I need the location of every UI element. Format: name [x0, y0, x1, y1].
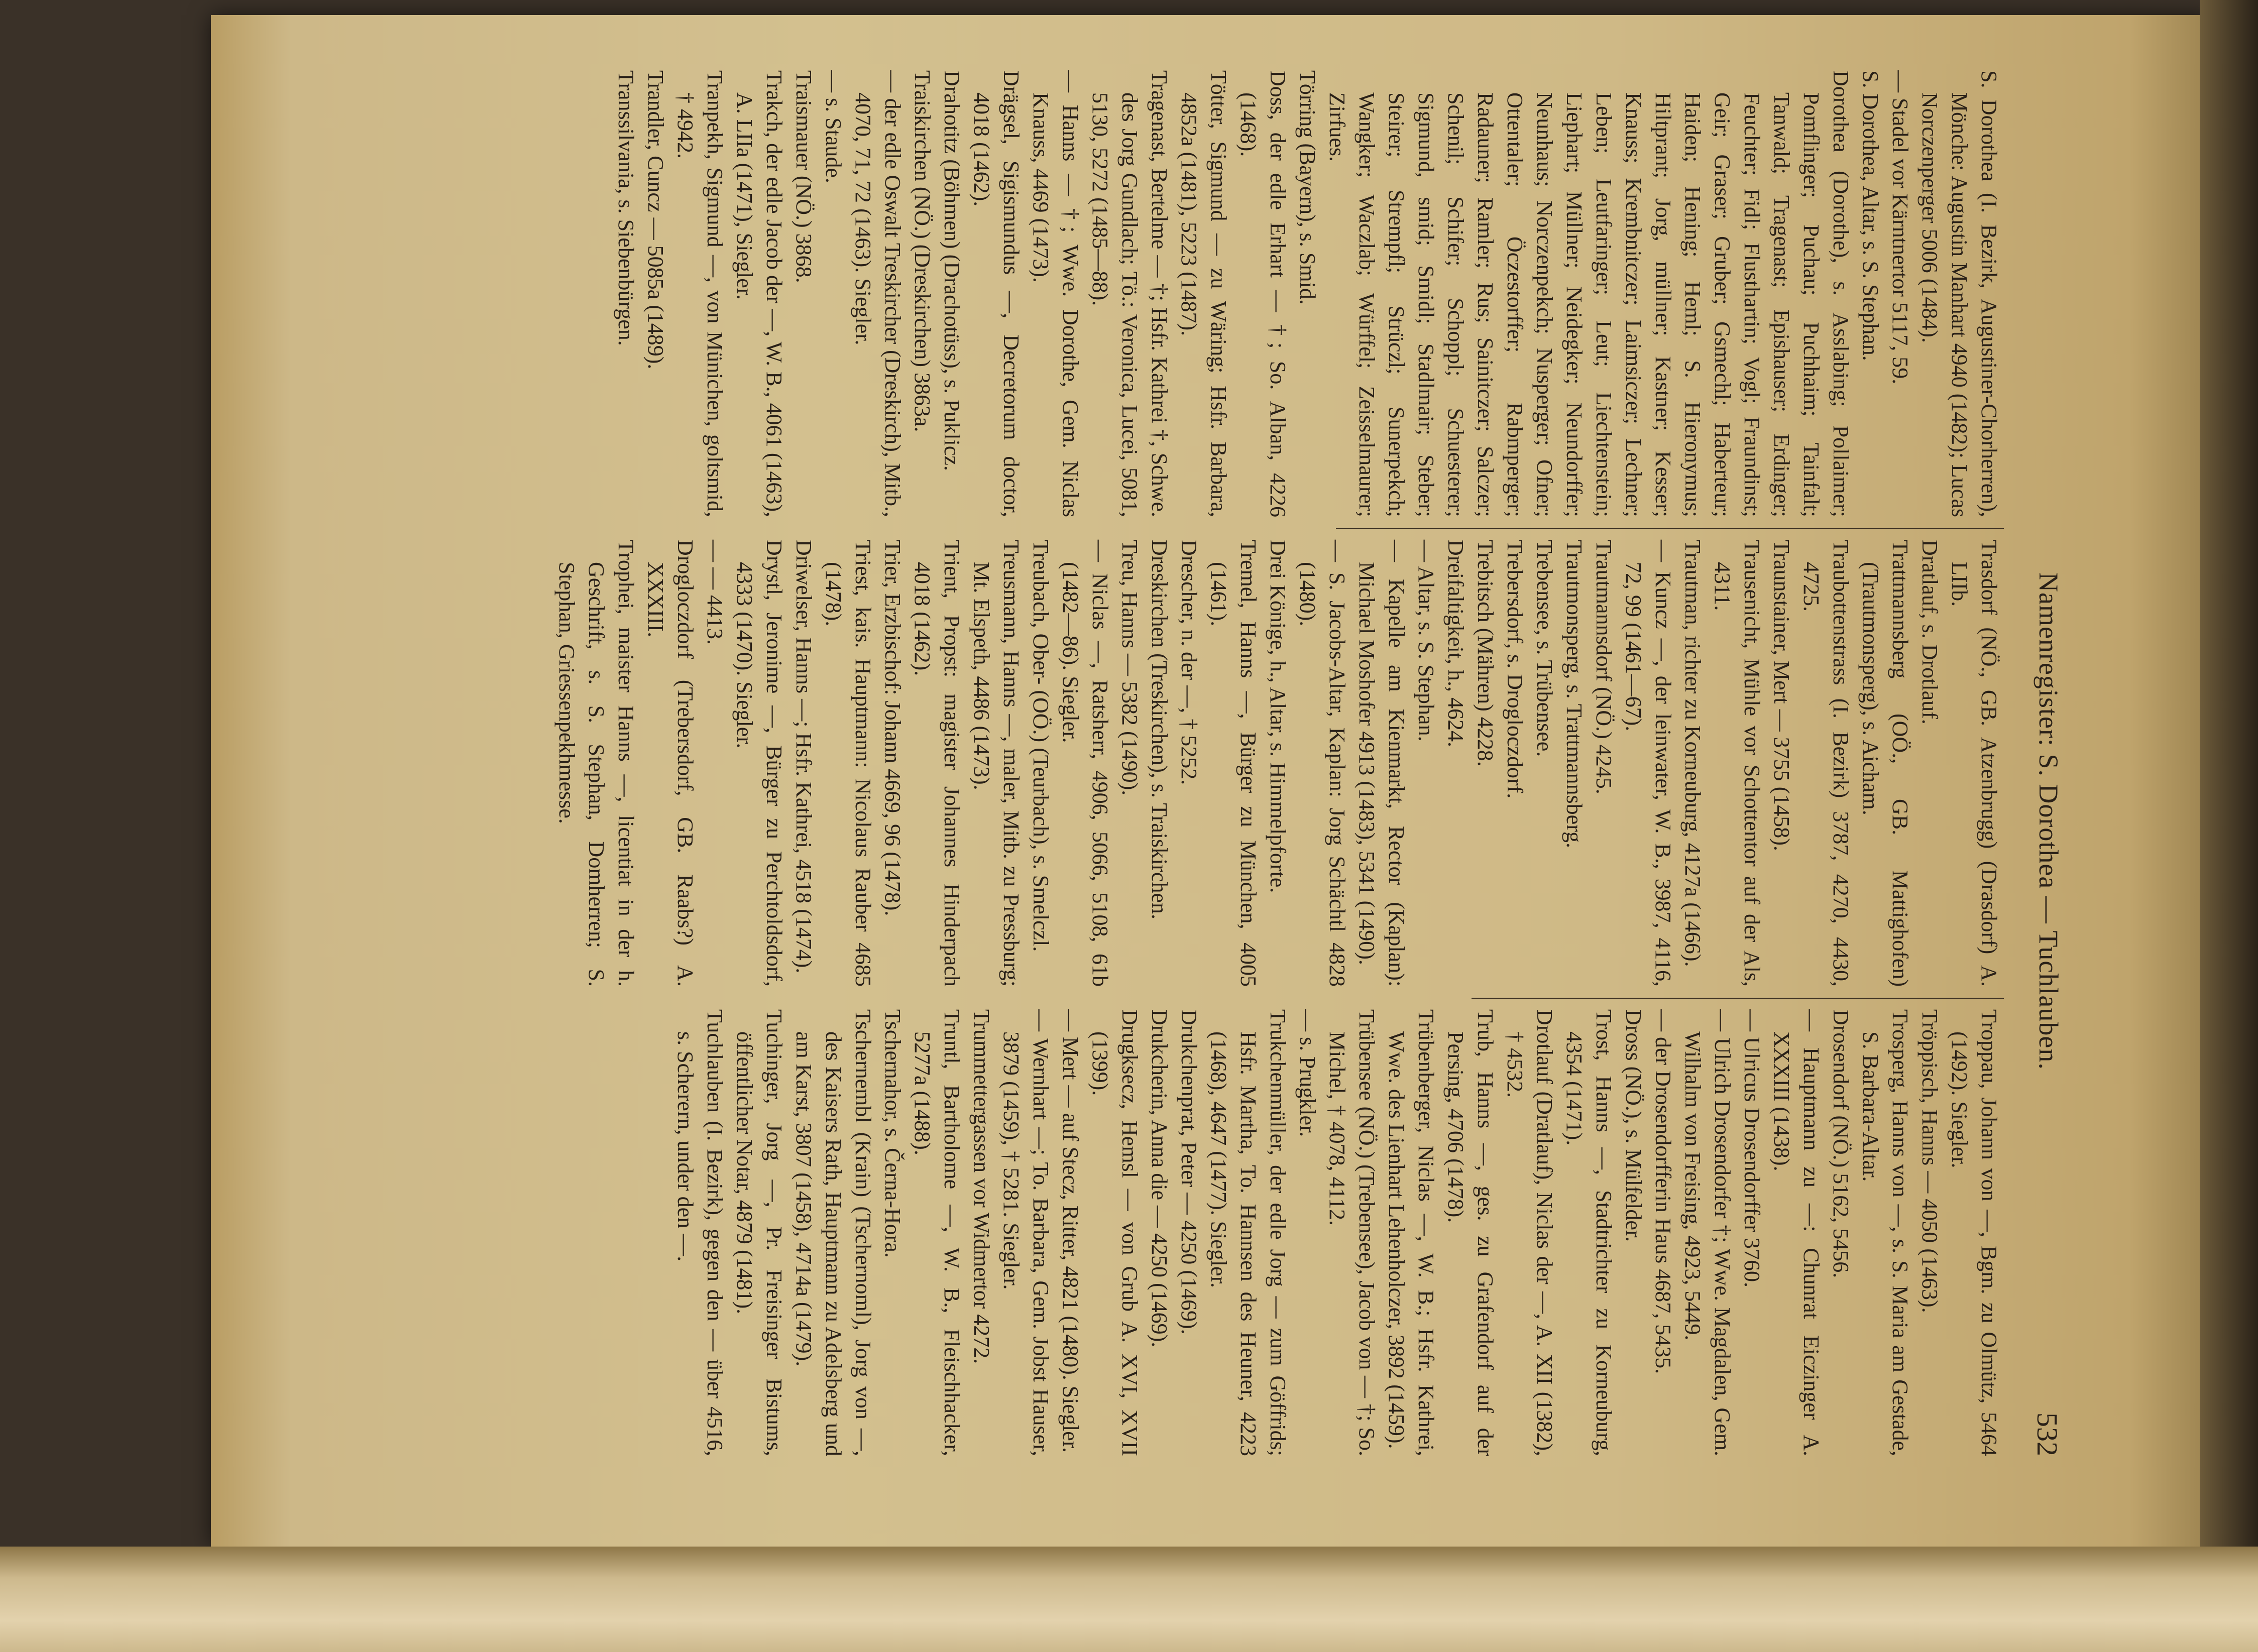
- running-head: Namenregister: S. Dorothea — Tuchlauben.: [2034, 572, 2064, 1070]
- index-entry: Drukcherin, Anna die — 4250 (1469).: [1147, 1009, 1172, 1348]
- index-entry: — Wernhart —; To. Barbara, Gem. Jobst Hauser, 3879 (1459), † 5281. Siegler.: [999, 1009, 1053, 1456]
- index-entry: Tragenast, Bertelme — †; Hsfr. Kathrei †, Schwe. des Jorg Gundlach; Tö.: Veronica, Lucei, 5081, 5130, 5272 (1485—88).: [1088, 70, 1172, 517]
- page-number: 532: [2031, 1412, 2064, 1456]
- index-columns: [296, 70, 2004, 1456]
- index-entry: Trübensee (NÖ.) (Trebensee), Jacob von — †; So. Michel, † 4078, 4112.: [1325, 1009, 1379, 1456]
- index-entry: Tuchlauben (I. Bezirk), gegen den — über 4516, s. Scherern, under den —.: [673, 1009, 727, 1456]
- column-rule: [1336, 528, 2004, 529]
- index-entry: — Altar, s. S. Stephan.: [1414, 540, 1438, 742]
- index-entry: Doss, der edle Erhart — †; So. Alban, 4226 (1468).: [1236, 70, 1290, 517]
- index-entry: Drägsel, Sigismundus —, Decretorum doctor, 4018 (1462).: [969, 70, 1024, 517]
- index-entry: Tschernembl (Krain) (Tschernoml), Jorg von —, des Kaisers Rath, Hauptmann zu Adelsberg und am Karst, 3807 (1458), 4714a (1479).: [792, 1009, 875, 1456]
- index-entry: Tröppisch, Hanns — 4050 (1463).: [1917, 1009, 1942, 1313]
- index-entry: Transsilvania, s. Siebenbürgen.: [614, 70, 638, 346]
- index-entry: — Kapelle am Kienmarkt, Rector (Kaplan): Michael Moshofer 4913 (1483), 5341 (1490).: [1354, 540, 1409, 987]
- index-entry: Dreifaltigkeit, h., 4624.: [1443, 540, 1468, 748]
- index-entry: Tötter, Sigmund — zu Wäring; Hsfr. Barbara, 4852a (1481), 5223 (1487).: [1177, 70, 1231, 517]
- index-entry: — Mert — auf Stecz, Ritter, 4821 (1480). Siegler.: [1058, 1009, 1083, 1453]
- index-entry: Trautmonsperg, s. Trattmannsberg.: [1562, 540, 1587, 849]
- index-entry: Trübenberger, Niclas —, W. B.; Hsfr. Kathrei, Wwe. des Lienhart Lehenholczer, 3892 (1459).: [1384, 1009, 1438, 1456]
- index-entry: Tschernahor, s. Černa-Hora.: [880, 1009, 905, 1258]
- index-entry: — — 4413.: [703, 540, 727, 645]
- index-entry: Trukchenmüller, der edle Jorg — zum Göffrids; Hsfr. Martha, To. Hannsen des Heuner, 4223 (1468), 4647 (1477). Siegler.: [1206, 1009, 1290, 1456]
- index-entry: — s. Prugkler.: [1295, 1009, 1320, 1137]
- index-entry: Treu, Hanns — 5382 (1490).: [1117, 540, 1142, 796]
- index-entry: Traiskirchen (NÖ.) (Dreskirchen) 3863a.: [910, 70, 935, 432]
- index-entry: Troppau, Johann von —, Bgm. zu Olmütz, 5464 (1492). Siegler.: [1947, 1009, 2001, 1456]
- index-entry: — Ulrich Drosendorfer †; Wwe. Magdalen, Gem. Wilhalm von Freising, 4923, 5449.: [1680, 1009, 1735, 1456]
- index-entry: — der Drosendorfferin Haus 4687, 5435.: [1651, 1009, 1675, 1374]
- index-entry: — der edle Oswalt Treskircher (Dreskirch), Mitb., 4070, 71, 72 (1463). Siegler.: [851, 70, 905, 517]
- index-entry: Traubottenstrass (I. Bezirk) 3787, 4270, 4430, 4725.: [1799, 540, 1853, 987]
- index-entry: Trautmannsdorf (NÖ.) 4245.: [1592, 540, 1616, 794]
- index-column-3: [670, 1009, 2004, 1456]
- index-entry: Trient, Propst: magister Johannes Hinderpach 4018 (1462).: [910, 540, 964, 987]
- index-entry: Trebitsch (Mähren) 4228.: [1473, 540, 1498, 767]
- index-entry: — Ulricus Drosendorffer 3760.: [1740, 1009, 1764, 1287]
- index-entry: Tremel, Hanns —, Bürger zu München, 4005 (1461).: [1206, 540, 1261, 987]
- index-entry: Dorothea (Dorothe), s. Asslabing; Pollaimer; Pomflinger; Puchau; Puchhaim; Tainfalt; Tanwald; Tragenast; Epishauser; Erdinger; Feuchter; Fidl; Flusthartin; Vogl; Fraundinst; Geir; Graser; Gruber; Gsmechl; Haberteur; Haiden; Hening; Heml; S. Hieronymus; Hiltprant; Jorg, müllner; Kastner; Kesser; Knauss; Krembnitczer; Laimsiczer; Lechner; Leben; Leutfaringer; Leut; Liechtenstein; Liephart; Müllner; Neidegker; Neundorffer; Neunhaus; Norczenpekch; Nusperger; Ofner; Ottentaler; Öczestorffer; Rabmperger; Radauner; Ramler; Rus; Sainitczer; Salczer; Schenil; Schifer; Schoppl; Schuesterer; Sigmund, smid; Smidl; Stadlmair; Steber; Steirer; Strempfl; Strüczl; Sunerpekch; Wangker; Waczlab; Würffel; Zeisselmaurer; Zirfues.: [1325, 70, 1853, 517]
- index-entry: — Niclas —, Ratsherr, 4906, 5066, 5108, 61b (1482—86). Siegler.: [1058, 540, 1112, 987]
- index-entry: S. Dorothea, Altar, s. S. Stephan.: [1858, 70, 1883, 361]
- index-entry: Trophei, maister Hanns —, licentiat in der h. Geschrift, s. S. Stephan, Domherren; S. Stephan, Griessenpekhmesse.: [554, 540, 638, 987]
- index-entry: Törring (Bayern), s. Smid.: [1295, 70, 1320, 305]
- index-entry: Drosendorf (NÖ.) 5162, 5456.: [1829, 1009, 1853, 1278]
- index-column-1: [611, 70, 2004, 517]
- index-entry: Drogloczdorf (Trebersdorf, GB. Raabs?) A. XXXIII.: [643, 540, 698, 987]
- index-entry: Trattmannsberg (OÖ., GB. Mattighofen) (Trautmonsperg), s. Aicham.: [1858, 540, 1912, 987]
- index-entry: Trost, Hanns —, Stadtrichter zu Korneuburg, 4354 (1471).: [1562, 1009, 1616, 1456]
- index-entry: — Hanns — †; Wwe. Dorothe, Gem. Niclas Knauss, 4469 (1473).: [1029, 70, 1083, 517]
- column-rule: [1472, 998, 2004, 999]
- index-entry: Drukchenprat, Peter — 4250 (1469).: [1177, 1009, 1201, 1335]
- index-entry: Traunstainer, Mert — 3755 (1458).: [1769, 540, 1794, 851]
- page-edges: [0, 1547, 2258, 1652]
- index-entry: Treusmann, Hanns —, maler, Mitb. zu Pressburg; Mt. Elspeth, 4486 (1473).: [969, 540, 1024, 987]
- index-entry: Trakch, der edle Jacob der —, W. B., 4061 (1463), A. LIIa (1471), Siegler.: [732, 70, 786, 517]
- index-entry: Trasdorf (NÖ., GB. Atzenbrugg) (Drasdorf) A. LIIb.: [1947, 540, 2001, 987]
- page-header: [2014, 70, 2069, 1456]
- index-entry: Dross (NÖ.), s. Mülfelder.: [1621, 1009, 1646, 1242]
- index-entry: Truntl, Bartholome —, W. B., Fleischhacker, 5277a (1488).: [910, 1009, 964, 1456]
- index-entry: — Kuncz —, der leinwater, W. B., 3987, 4116, 72, 99 (1461—67).: [1621, 540, 1675, 987]
- book-spine: [2200, 0, 2258, 1652]
- index-entry: — Stadel vor Kärntnertor 5117, 59.: [1888, 70, 1912, 385]
- index-column-2: [552, 540, 2004, 987]
- index-entry: Trummettergassen vor Widmertor 4272.: [969, 1009, 994, 1364]
- index-entry: Trier, Erzbischof: Johann 4669, 96 (1478).: [880, 540, 905, 916]
- index-entry: Triest, kais. Hauptmann: Nicolaus Rauber 4685 (1478).: [821, 540, 875, 987]
- index-entry: Drystl, Jeronime —, Bürger zu Perchtoldsdorf, 4333 (1470). Siegler.: [732, 540, 786, 987]
- index-entry: Tuchinger, Jorg —, Pr. Freisinger Bistums, öffentlicher Notar, 4879 (1481).: [732, 1009, 786, 1456]
- index-entry: Drei Könige, h., Altar, s. Himmelpforte.: [1266, 540, 1290, 893]
- index-entry: Trebensee, s. Trübensee.: [1532, 540, 1557, 757]
- index-entry: Treubach, Ober- (OÖ.) (Teurbach), s. Smelczl.: [1029, 540, 1053, 952]
- rotated-page-content: [261, 70, 2069, 1456]
- index-entry: Trandler, Cuncz — 5085a (1489).: [643, 70, 668, 370]
- index-entry: Driwelser, Hanns —; Hsfr. Kathrei, 4518 (1474).: [792, 540, 816, 974]
- index-entry: Trebersdorf, s. Drogloczdorf.: [1503, 540, 1527, 799]
- index-entry: Drotlauf (Dratlauf), Niclas der —, A. XII (1382), † 4532.: [1503, 1009, 1557, 1456]
- index-entry: Trosperg, Hanns von —, s. S. Maria am Gestade, S. Barbara-Altar.: [1858, 1009, 1912, 1456]
- index-entry: Trub, Hanns —, ges. zu Grafendorf auf der Persing, 4706 (1478).: [1443, 1009, 1498, 1456]
- index-entry: Trausenicht, Mühle vor Schottentor auf der Als, 4311.: [1710, 540, 1764, 987]
- index-entry: Drahotitz (Böhmen) (Drachotüss), s. Puklicz.: [940, 70, 964, 471]
- index-entry: Dreskirchen (Treskirchen), s. Traiskirchen.: [1147, 540, 1172, 920]
- index-entry: Tranpekh, Sigmund —, von Münichen, goltsmid, † 4942.: [673, 70, 727, 517]
- index-entry: Drugksecz, Hemsl — von Grub A. XVI, XVII (1399).: [1088, 1009, 1142, 1456]
- index-entry: Drescher, n. der —, † 5252.: [1177, 540, 1201, 785]
- index-entry: Dratlauf, s. Drotlauf.: [1917, 540, 1942, 725]
- index-entry: — Hauptmann zu —: Chunrat Eiczinger A. XXXIII (1438).: [1769, 1009, 1824, 1456]
- index-entry: Trautman, richter zu Korneuburg, 4127a (1466).: [1680, 540, 1705, 967]
- index-entry: — s. Staude.: [821, 70, 846, 183]
- index-entry: Traismauer (NÖ.) 3868.: [792, 70, 816, 283]
- index-entry: S. Dorothea (I. Bezirk, Augustiner-Chorherren), Mönche: Augustin Manhart 4940 (1482); Lucas Norczenperger 5006 (1484).: [1917, 70, 2001, 517]
- index-entry: — S. Jacobs-Altar, Kaplan: Jorg Schächtl 4828 (1480).: [1295, 540, 1349, 987]
